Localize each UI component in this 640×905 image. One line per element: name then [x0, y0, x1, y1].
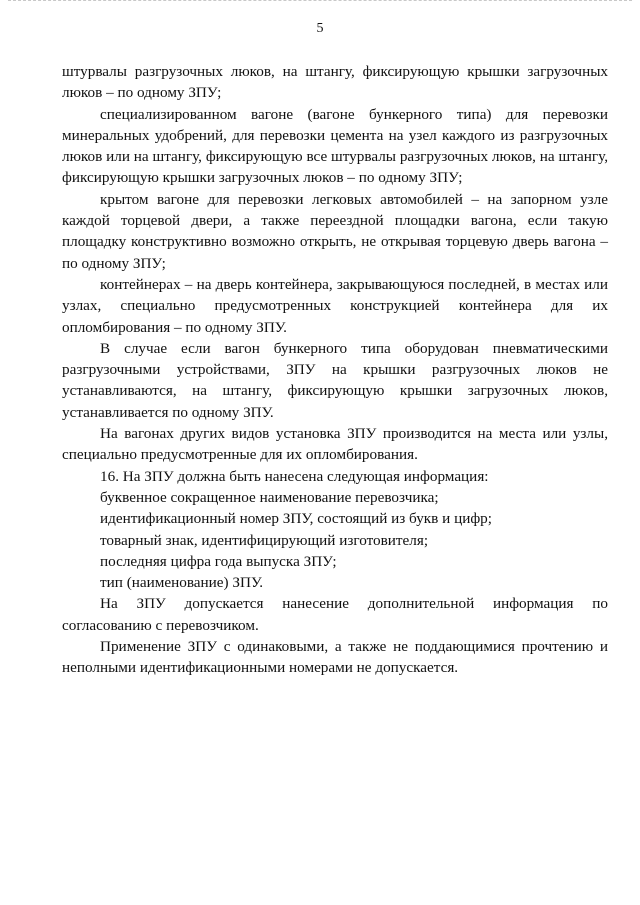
paragraph: 16. На ЗПУ должна быть нанесена следующая информация: — [100, 467, 489, 485]
paragraph: крытом вагоне для перевозки легковых автомобилей – на запорном узле каждой торцевой двери, а также переездной площадки вагона, если такую площадку конструктивно возможно открыть, не открывая торцевую дверь вагона – по одному ЗПУ; — [62, 190, 608, 272]
paragraph: специализированном вагоне (вагоне бункерного типа) для перевозки минеральных удобрений, для перевозки цемента на узел каждого из разгрузочных люков или на штангу, фиксирующую все штурвалы разгрузочных люков, на штангу, фиксирующую крышки загрузочных люков – по одному ЗПУ; — [62, 105, 608, 187]
paragraph: товарный знак, идентифицирующий изготовителя; — [100, 531, 429, 549]
paragraph: контейнерах – на дверь контейнера, закрывающуюся последней, в местах или узлах, специально предусмотренных конструкцией контейнера для их опломбирования – по одному ЗПУ. — [62, 275, 608, 336]
paragraph: На вагонах других видов установка ЗПУ производится на места или узлы, специально предусмотренные для их опломбирования. — [62, 425, 608, 464]
paragraph: Применение ЗПУ с одинаковыми, а также не поддающимися прочтению и неполными идентификационными номерами не допускается. — [62, 638, 608, 677]
paragraph: В случае если вагон бункерного типа оборудован пневматическими разгрузочными устройствами, ЗПУ на крышки разгрузочных люков не устанавливаются, на штангу, фиксирующую крышки загрузочных люков, устанавливается по одному ЗПУ. — [62, 339, 608, 421]
document-body — [62, 61, 608, 679]
paragraph: идентификационный номер ЗПУ, состоящий из букв и цифр; — [100, 510, 492, 528]
paragraph: буквенное сокращенное наименование перевозчика; — [100, 488, 439, 506]
paragraph: тип (наименование) ЗПУ. — [100, 574, 264, 592]
paragraph: На ЗПУ допускается нанесение дополнительной информация по согласованию с перевозчиком. — [62, 595, 608, 634]
page-number: 5 — [316, 21, 324, 36]
paragraph: последняя цифра года выпуска ЗПУ; — [100, 552, 337, 570]
paragraph: штурвалы разгрузочных люков, на штангу, фиксирующую крышки загрузочных люков – по одному ЗПУ; — [62, 63, 608, 102]
